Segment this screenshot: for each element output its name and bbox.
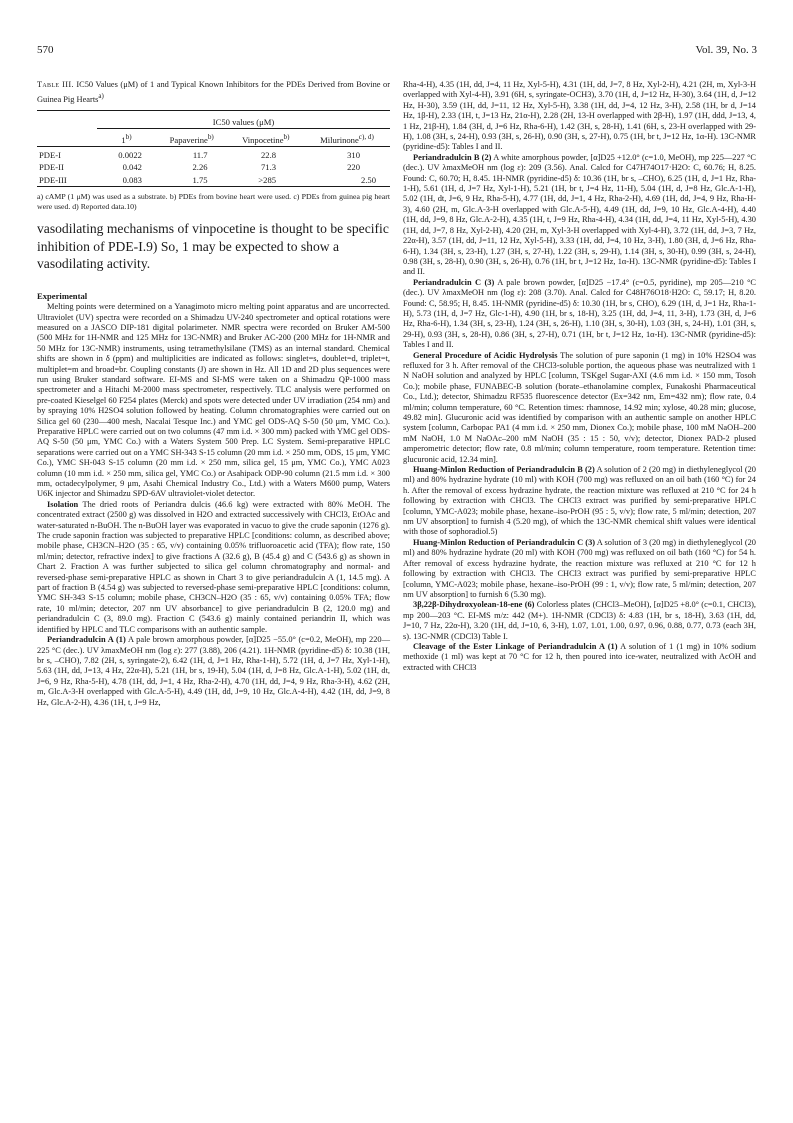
periandradulcin-b-paragraph: A white amorphous powder, [α]D25 +12.0° (c=1.0, MeOH), mp 225—227 °C (dec.). UV λmaxMeOH nm (log ε): 209 (3.56). Anal. Calcd for C47H74O17·H2O: C, 60.76; H, 8.25. Found: C, 60.70; H, 8.45. 1H-NMR (pyridine-d5) δ: 10.36 (1H, br s, –CHO), 6.25 (1H, d, J=1 Hz, Rha-1-H), 5.61 (1H, d, J=7 Hz, Xyl-1-H), 5.21 (1H, br t, J=4 Hz, 11-H), 5.04 (1H, d, J=8 Hz, Glc.A-1-H), 5.02 (1H, dt, J=6, 9 Hz, Rha-5-H), 4.77 (1H, dd, J=1, 4 Hz, Rha-2-H), 4.69 (1H, dd, J=4, 9 Hz, Rha-H-3), 4.60 (2H, m, Glc.A-3-H overlapped with Glc.A-5-H), 4.49 (1H, dd, J=9, 10 Hz, Glc.A-4-H), 4.40 (1H, dd, J=9, 8 Hz, Glc.A-2-H), 4.35 (1H, t, J=9 Hz, Rha-4-H), 4.34 (1H, dd, J=4, 11 Hz, Xyl-5-H), 4.30 (1H, dd, J=7, 8 Hz, Xyl-2-H), 4.20 (2H, m, Xyl-3-H overlapped with Xyl-4-H), 3.72 (1H, dd, J=3, 7 Hz, 22α-H), 3.57 (1H, dd, J=11, 12 Hz, Xyl-5-H), 3.33 (1H, dd, J=4, 10 Hz, 3-H), 1.80 (3H, d, J=6 Hz, Rha-6-H), 1.34 (3H, s, 23-H), 1.27 (3H, s, 27-H), 1.22 (3H, s, 29-H), 1.14 (3H, s, 30-H), 0.99 (3H, s, 24-H), 0.98 (3H, s, 28-H), 0.90 (3H, s, 26-H), 0.76 (1H, br t, J=12 Hz, 1α-H). 13C-NMR (pyridine-d5): Tables I and II. [403,152,757,277]
table-cell: 2.26 [192,162,208,173]
table-caption-sup: a) [98,91,104,100]
col-header: Vinpocetine [242,134,284,145]
table-cell: 2.50 [360,174,376,185]
huang-minlon-b-heading: Huang-Minlon Reduction of Periandradulcin B (2) [413,465,595,475]
table-cell: 0.042 [122,162,142,173]
table-row [37,161,390,173]
table-cell: PDE-III [39,174,67,185]
ester-cleavage-paragraph: A solution of 1 (1 mg) in 10% sodium methoxide (1 ml) was kept at 70 °C for 12 h, then poured into ice-water, neutralized with AcOH and extracted with CHCl3 [403,641,756,672]
huang-minlon-c-paragraph: A solution of 3 (20 mg) in diethyleneglycol (20 ml) and 80% hydrazine hydrate (20 ml) with KOH (700 mg) was refluxed on oil bath (160 °C) for 54 h. After removal of excess hydrazine hydrate, the reaction mixture was refluxed at 210 °C for 12 h following by extraction with CHCl3. The CHCl3 extract was purified by semi-preparative HPLC [column, YMC-A023; mobile phase, hexane–iso-PrOH (99 : 1, v/v); flow rate, 5 ml/min; detection, 207 nm UV absorption] to furnish 6 (5.30 mg). [403,537,756,599]
table-caption-text: IC50 Values (μM) of 1 and Typical Known Inhibitors for the PDEs Derived from Bovine or Guinea Pig Hearts [37,80,391,104]
table-cell: 310 [347,149,360,160]
col-sup: c), d) [358,132,374,141]
col-sup: b) [125,132,132,141]
periandradulcin-b-heading: Periandradulcin B (2) [413,152,492,162]
periandradulcin-c-paragraph: A pale brown powder, [α]D25 −17.4° (c=0.5, pyridine), mp 205—210 °C (dec.). UV λmaxMeOH nm (log ε): 208 (3.70). Anal. Calcd for C48H76O18·H2O: C, 59.17; H, 8.20. Found: C, 58.95; H, 8.45. 1H-NMR (pyridine-d5) δ: 10.30 (1H, br s, CHO), 6.29 (1H, d, J=1 Hz, Rha-1-H), 5.73 (1H, d, J=7 Hz, Glc-1-H), 4.90 (1H, br s, 18-H), 3.25 (1H, dd, J=4, 11, 3-H), 1.73 (3H, d, J=6 Hz, Rha-6-H), 1.34 (3H, s, 23-H), 1.24 (3H, s, 26-H), 1.10 (3H, s, 30-H), 1.03 (3H, s, 24-H), 1.01 (3H, s, 29-H), 0.93 (3H, s, 28-H), 0.86 (3H, s, 27-H), 0.71 (1H, br t, J=12 Hz, 1α-H). 13C-NMR (pyridine-d5): Tables I and II. [403,277,757,350]
periandradulcin-a-paragraph: A pale brown amorphous powder, [α]D25 −55.0° (c=0.2, MeOH), mp 220—225 °C (dec.). UV λmaxMeOH nm (log ε): 277 (3.88), 206 (4.21). 1H-NMR (pyridine-d5) δ: 10.38 (1H, br s, –CHO), 7.82 (2H, s, syringate-2), 6.42 (1H, d, J=1 Hz, Rha-1-H), 5.72 (1H, d, J=7 Hz, Xyl-1-H), 5.63 (1H, dd, J=13, 4 Hz, 22α-H), 5.21 (1H, br s, 19-H), 5.04 (1H, d, J=8 Hz, Glc.A-1-H), 5.02 (1H, dt, J=6, 9 Hz, Rha-5-H), 4.78 (1H, dd, J=1, 4 Hz, Rha-2-H), 4.70 (1H, dd, J=4, 9 Hz, Rha-3-H), 4.62 (2H, m, Glc.A-3-H overlapped with Glc.A-5-H), 4.49 (1H, dd, J=9, 10 Hz, Glc.A-4-H), 4.42 (1H, dd, J=9, 8 Hz, Glc.A-2-H), 4.36 (1H, t, J=9 Hz, [37,635,390,707]
acidic-hydrolysis-paragraph: The solution of pure saponin (1 mg) in 10% H2SO4 was refluxed for 3 h. After removal of the CHCl3-soluble portion, the aqueous phase was neutralized with 1 N NaOH solution and analyzed by HPLC [column, TSKgel Sugar-AXI (4.6 mm i.d. × 150 mm, Tosoh Co.); mobile phase, FUNABEC-B solution (borate–ethanolamine complex, Funakoshi Pharmaceutical Co., Ltd.); detector, Shimadzu RF535 fluorescence detector (Ex=342 nm, Em=432 nm); flow rate, 0.4 ml/min; column temperature, 60 °C. Retention times: rhamnose, 14.92 min; xylose, 40.28 min; glucose, 49.82 min]. Glucuronic acid was identified by comparison with an authentic sample on another HPLC system [column, Carbopac PA1 (4 mm i.d. × 250 mm, Dionex Co.); mobile phase, 100 mM NaOH–200 mM NaOH, 1.0 M NaOAc–200 mM NaOH (35 : 15 : 50, v/v); detector, Dionex PAD-2 plused amperometric detector; flow rate, 0.8 ml/min; column temperature, room temperature. Retention time: glucuronic acid, 12.34 min]. [403,350,756,464]
col-header: 1 [121,134,126,145]
col-header: Milurinone [320,134,359,145]
table-footnote: a) cAMP (1 μM) was used as a substrate. b) PDEs from bovine heart were used. c) PDEs from guinea pig heart were used. d) Reported data.10) [37,192,390,212]
dihydroxyolean-paragraph: Colorless plates (CHCl3–MeOH), [α]D25 +8.0° (c=0.1, CHCl3), mp 200—203 °C. EI-MS m/z: 442 (M+). 1H-NMR (CDCl3) δ: 4.83 (1H, br s, 18-H), 3.63 (1H, dd, J=10, 7 Hz, 22α-H), 3.20 (1H, dd, J=10, 6, 3-H), 1.07, 1.01, 1.00, 0.97, 0.96, 0.88, 0.77, 0.73 (each 3H, s). 13C-NMR (CDCl3) Table I. [403,600,756,641]
table-cell: 71.3 [261,162,277,173]
table-caption [37,80,390,105]
periandradulcin-c-heading: Periandradulcin C (3) [413,277,495,287]
table-cell: PDE-II [39,162,64,173]
volume-issue: Vol. 39, No. 3 [695,44,757,56]
col-sup: b) [283,132,290,141]
table-cell: 0.0022 [118,149,142,160]
experimental-heading: Experimental [37,290,88,301]
left-column [37,80,390,708]
table-cell: >285 [258,174,277,185]
huang-minlon-c-heading: Huang-Minlon Reduction of Periandradulcin C (3) [413,537,596,547]
experimental-paragraph: Melting points were determined on a Yanagimoto micro melting point apparatus and are uncorrected. Ultraviolet (UV) spectra were recorded on a Shimadzu UV-240 spectrometer and optical rotations were measured on a JASCO DIP-181 digital polarimeter. NMR spectra were recorded on Bruker AM-500 (500 MHz for 1H-NMR and 125 MHz for 13C-NMR) and Bruker AC-200 (200 MHz for 1H-NMR and 50 MHz for 13C-NMR) instruments, using tetramethylsilane (TMS) as an internal standard. Chemical shifts are shown in δ (ppm) and multiplicities are indicated as follows: singlet=s, doublet=d, triplet=t, multiplet=m and broad=br. Coupling constants (J) are shown in Hz. All 1D and 2D plus sequences were run using Bruker standard software. EI-MS and SI-MS were taken on a Shimadzu QP-1000 mass spectrometer and a Hitachi M-2000 mass spectrometer, respectively. TLC analysis were performed on pre-coated Kieselgel 60 F254 plates (Merck) and spots were detected under UV irradiation (254 nm) and by spraying 10% H2SO4 solution followed by heating. Column chromatographies were carried out on Silica gel 60 (230—400 mesh, Nacalai Tesque Inc.) and YMC gel ODS-AQ S-50 (50 μm, YMC Co.). Preparative HPLC were carried out on two columns (47 mm i.d. × 300 mm) packed with YMC gel ODS-AQ S-50 (50 μm, YMC Co.) with a Waters System 500 Prep. LC System. Semi-preparative HPLC separations were carried out on a YMC SH-343 S-15 column (20 mm i.d. × 250 mm, ODS, 15 μm, YMC Co.), YMC SH-043 S-15 column (20 mm i.d. × 250 mm, silica gel, 15 μm, YMC Co.), YMC A023 column (10 mm i.d. × 250 mm, silica gel, YMC Co.) or Asahipack ODP-90 column (21.5 mm i.d. × 300 mm, octadecylpolymer, 9 μm, Asahi Chemical Industry Co., Ltd.) with a Waters M600 pump, Waters U6K injector and Shimadzu SPD-6AV ultraviolet-violet detector. [37,302,390,499]
right-column [403,80,756,673]
table-row [37,174,390,187]
col-header: Papaverine [169,134,208,145]
ic50-table [37,110,390,188]
table-cell: 22.8 [261,149,277,160]
vasodilation-paragraph: vasodilating mechanisms of vinpocetine is thought to be specific inhibition of PDE-I.9) So, 1 may be expected to show a vasodilating activity. [37,221,389,272]
table-row [37,149,390,161]
page-number: 570 [37,44,54,56]
table-cell: 0.083 [122,174,142,185]
table-cell: 220 [347,162,360,173]
col-sup: b) [207,132,214,141]
isolation-heading: Isolation [47,499,79,509]
isolation-paragraph: The dried roots of Periandra dulcis (46.6 kg) were extracted with 80% MeOH. The concentrated extract (2500 g) was dissolved in H2O and extracted successively with CHCl3, EtOAc and water-saturated n-BuOH. The n-BuOH layer was evaporated in vacuo to give the crude saponin (1276 g). The crude saponin fraction was subjected to preparative HPLC [conditions: column, as described above; mobile phase, CH3CN–H2O (35 : 65, v/v) containing 0.05% trifluoroacetic acid (TFA); flow rate, 150 ml/min; detector, refractive index] to give fractions A (32.6 g), B (45.4 g) and C (543.6 g) as shown in Chart 2. Fraction A was further subjected to silica gel column chromatography and normal- and reversed-phase semi-preparative HPLC as shown in Chart 3 to give periandradulcin A (1, 14.5 mg). A part of fraction B (4.54 g) was subjected to reversed-phase semi-preparative HPLC [conditions: column, YMC SH-343 S-15 column; mobile phase, CH3CN–H2O (35 : 65, v/v) containing 0.05% TFA; flow rate, 10 ml/min; detector, 207 nm UV absorbance] to give periandradulcin B (2, 120.0 mg) and periandradulcin C (3, 89.0 mg). Fraction C (543.6 g) mainly contained periandrin II, which was identified by HPLC and TLC comparisons with an authentic sample. [37,499,390,634]
acidic-hydrolysis-heading: General Procedure of Acidic Hydrolysis [413,350,558,360]
periandradulcin-a-continued: Rha-4-H), 4.35 (1H, dd, J=4, 11 Hz, Xyl-5-H), 4.31 (1H, dd, J=7, 8 Hz, Xyl-2-H), 4.21 (2H, m, Xyl-3-H overlapped with Xyl-4-H), 3.91 (6H, s, syringate-OCH3), 3.70 (1H, d, J=12 Hz, H-30), 3.64 (1H, d, J=12 Hz, H-30), 3.59 (1H, dd, J=11, 12 Hz, Xyl-5-H), 3.38 (1H, dd, J=4, 12 Hz, 3-H), 2.58 (1H, br d, J=14 Hz, 1β-H), 2.33 (1H, t, J=13 Hz, 21α-H), 2.28 (2H, 13-H overlapped with 2β-H), 1.97 (1H, ddd, J=13, 4, 1 Hz, 21β-H), 1.84 (3H, d, J=6 Hz, Rha-6-H), 1.42 (3H, s, 28-H), 1.41 (6H, s, 23-H overlapped with 29-H), 1.08 (3H, s, 24-H), 0.93 (3H, s, 26-H), 0.90 (3H, s, 27-H), 0.75 (1H, br t, J=12 Hz, 1α-H). 13C-NMR (pyridine-d5): Tables I and II. [403,80,757,152]
col-header [37,131,97,147]
table-header-row [37,131,390,147]
table-cell: 1.75 [192,174,208,185]
ester-cleavage-heading: Cleavage of the Ester Linkage of Periandradulcin A (1) [413,641,618,651]
dihydroxyolean-heading: 3β,22β-Dihydroxyolean-18-ene (6) [413,600,535,610]
table-cell: PDE-I [39,149,61,160]
table-cell: 11.7 [192,149,208,160]
table-label: Table III. [37,80,74,89]
periandradulcin-a-heading: Periandradulcin A (1) [47,635,126,645]
table-group-header: IC50 values (μM) [212,116,275,127]
huang-minlon-b-paragraph: A solution of 2 (20 mg) in diethyleneglycol (20 ml) and 80% hydrazine hydrate (10 ml) with KOH (700 mg) was refluxed on an oil bath (160 °C) for 24 h. After the removal of excess hydrazine hydrate, the reaction mixture was refluxed at 210 °C for 24 h following by extraction with CHCl3. The CHCl3 extract was purified by semi-preparative HPLC [column, YMC-A023; mobile phase, hexane–iso-PrOH (95 : 5, v/v); flow rate, 5 ml/min; detection, 207 nm UV absorption] to furnish 4 (5.20 mg), of which the 13C-NMR chemical shift values were identical with those of sophoradiol.5) [403,465,756,537]
